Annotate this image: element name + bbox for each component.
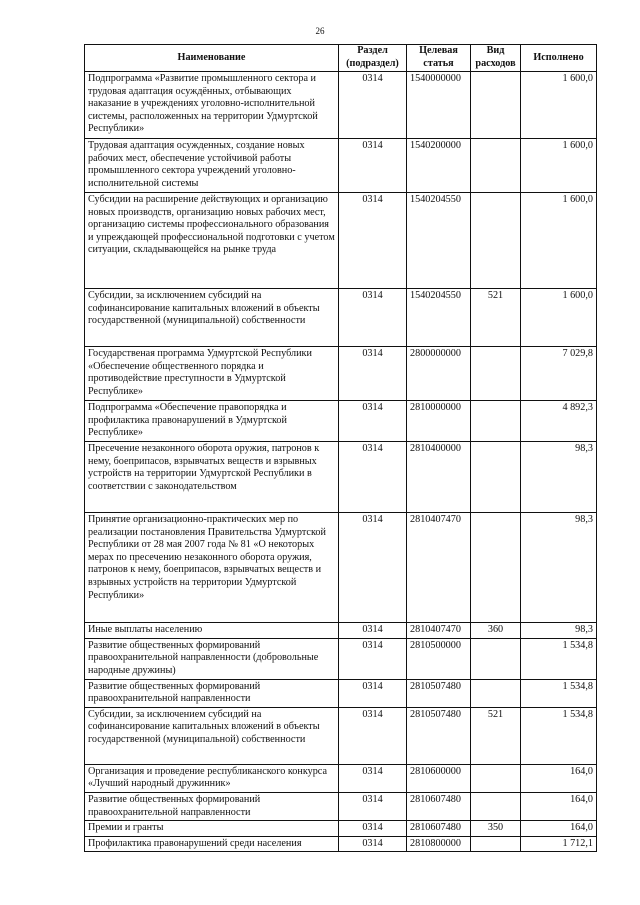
cell-target: 2810607480 [407, 821, 471, 837]
cell-section: 0314 [339, 764, 407, 792]
table-row [85, 638, 597, 679]
cell-done: 1 600,0 [521, 289, 597, 347]
cell-type [471, 638, 521, 679]
cell-type [471, 792, 521, 820]
cell-name: Развитие общественных формирований правоохранительной направленности [85, 679, 339, 707]
cell-target: 1540200000 [407, 139, 471, 193]
cell-done: 98,3 [521, 513, 597, 623]
cell-type [471, 836, 521, 852]
cell-name: Подпрограмма «Обеспечение правопорядка и профилактика правонарушений в Удмуртской Республике» [85, 401, 339, 442]
cell-section: 0314 [339, 193, 407, 289]
cell-type: 521 [471, 707, 521, 764]
cell-name: Подпрограмма «Развитие промышленного сектора и трудовая адаптация осуждённых, отбывающих наказание в учреждениях уголовно-исполнительной системы, расположенных на территории Удмуртской Республики» [85, 72, 339, 139]
cell-done: 7 029,8 [521, 347, 597, 401]
header-name: Наименование [85, 45, 339, 72]
cell-target: 2810507480 [407, 707, 471, 764]
cell-type [471, 442, 521, 513]
cell-section: 0314 [339, 401, 407, 442]
table-row [85, 792, 597, 820]
cell-done: 1 600,0 [521, 139, 597, 193]
cell-type [471, 72, 521, 139]
cell-section: 0314 [339, 72, 407, 139]
cell-name: Государственая программа Удмуртской Республики «Обеспечение общественного порядка и противодействие преступности в Удмуртской Республике» [85, 347, 339, 401]
budget-execution-table [84, 44, 597, 852]
cell-done: 1 534,8 [521, 638, 597, 679]
cell-target: 2810407470 [407, 623, 471, 639]
cell-type: 521 [471, 289, 521, 347]
cell-done: 98,3 [521, 623, 597, 639]
cell-name: Премии и гранты [85, 821, 339, 837]
cell-target: 2810407470 [407, 513, 471, 623]
cell-target: 1540204550 [407, 289, 471, 347]
cell-name: Иные выплаты населению [85, 623, 339, 639]
cell-section: 0314 [339, 679, 407, 707]
cell-target: 2810800000 [407, 836, 471, 852]
page-number: 26 [315, 26, 325, 36]
cell-name: Развитие общественных формирований правоохранительной направленности [85, 792, 339, 820]
cell-type [471, 764, 521, 792]
cell-target: 2810600000 [407, 764, 471, 792]
cell-done: 1 600,0 [521, 193, 597, 289]
table-row [85, 442, 597, 513]
header-type: Вид расходов [471, 45, 521, 72]
table-row [85, 707, 597, 764]
table-row [85, 821, 597, 837]
table-row [85, 836, 597, 852]
cell-name: Организация и проведение республиканского конкурса «Лучший народный дружинник» [85, 764, 339, 792]
cell-section: 0314 [339, 623, 407, 639]
cell-type [471, 679, 521, 707]
cell-name: Принятие организационно-практических мер по реализации постановления Правительства Удмуртской Республики от 28 мая 2007 года № 81 «О некоторых мерах по пресечению незаконного оборота оружия, патронов к нему, боеприпасов, взрывчатых веществ и взрывных устройств на территории Удмуртской Республики» [85, 513, 339, 623]
cell-target: 2810607480 [407, 792, 471, 820]
cell-target: 2800000000 [407, 347, 471, 401]
cell-name: Трудовая адаптация осужденных, создание новых рабочих мест, обеспечение устойчивой работы промышленного сектора учреждений уголовно-исполнительной системы [85, 139, 339, 193]
table-row [85, 764, 597, 792]
cell-type [471, 347, 521, 401]
cell-type [471, 193, 521, 289]
cell-target: 2810400000 [407, 442, 471, 513]
header-target: Целевая статья [407, 45, 471, 72]
cell-target: 2810500000 [407, 638, 471, 679]
table-row [85, 623, 597, 639]
cell-target: 2810000000 [407, 401, 471, 442]
cell-section: 0314 [339, 638, 407, 679]
table-row [85, 289, 597, 347]
cell-section: 0314 [339, 821, 407, 837]
cell-target: 1540000000 [407, 72, 471, 139]
header-done: Исполнено [521, 45, 597, 72]
cell-done: 164,0 [521, 792, 597, 820]
cell-section: 0314 [339, 442, 407, 513]
cell-section: 0314 [339, 289, 407, 347]
cell-section: 0314 [339, 836, 407, 852]
cell-done: 164,0 [521, 764, 597, 792]
table-row [85, 139, 597, 193]
table-row [85, 193, 597, 289]
cell-section: 0314 [339, 513, 407, 623]
cell-done: 1 600,0 [521, 72, 597, 139]
cell-section: 0314 [339, 792, 407, 820]
table-row [85, 679, 597, 707]
table-row [85, 513, 597, 623]
cell-target: 2810507480 [407, 679, 471, 707]
cell-type: 350 [471, 821, 521, 837]
cell-done: 1 712,1 [521, 836, 597, 852]
header-section: Раздел (подраздел) [339, 45, 407, 72]
cell-done: 164,0 [521, 821, 597, 837]
table-row [85, 72, 597, 139]
cell-name: Профилактика правонарушений среди населения [85, 836, 339, 852]
cell-section: 0314 [339, 347, 407, 401]
table-row [85, 401, 597, 442]
cell-target: 1540204550 [407, 193, 471, 289]
cell-section: 0314 [339, 707, 407, 764]
cell-done: 4 892,3 [521, 401, 597, 442]
cell-done: 98,3 [521, 442, 597, 513]
cell-name: Пресечение незаконного оборота оружия, патронов к нему, боеприпасов, взрывчатых веществ и взрывных устройств на территории Удмуртской Республики в соответствии с законодательством [85, 442, 339, 513]
cell-done: 1 534,8 [521, 679, 597, 707]
cell-type: 360 [471, 623, 521, 639]
cell-type [471, 513, 521, 623]
cell-type [471, 401, 521, 442]
cell-done: 1 534,8 [521, 707, 597, 764]
cell-type [471, 139, 521, 193]
cell-name: Субсидии, за исключением субсидий на софинансирование капитальных вложений в объекты государственной (муниципальной) собственности [85, 289, 339, 347]
cell-name: Субсидии на расширение действующих и организацию новых производств, организацию новых рабочих мест, организацию системы профессионального образования и упреждающей профессиональной подготовки с учетом ситуации, складывающейся на рынке труда [85, 193, 339, 289]
table-row [85, 347, 597, 401]
cell-section: 0314 [339, 139, 407, 193]
cell-name: Развитие общественных формирований правоохранительной направленности (добровольные народные дружины) [85, 638, 339, 679]
table-header-row [85, 45, 597, 72]
cell-name: Субсидии, за исключением субсидий на софинансирование капитальных вложений в объекты государственной (муниципальной) собственности [85, 707, 339, 764]
